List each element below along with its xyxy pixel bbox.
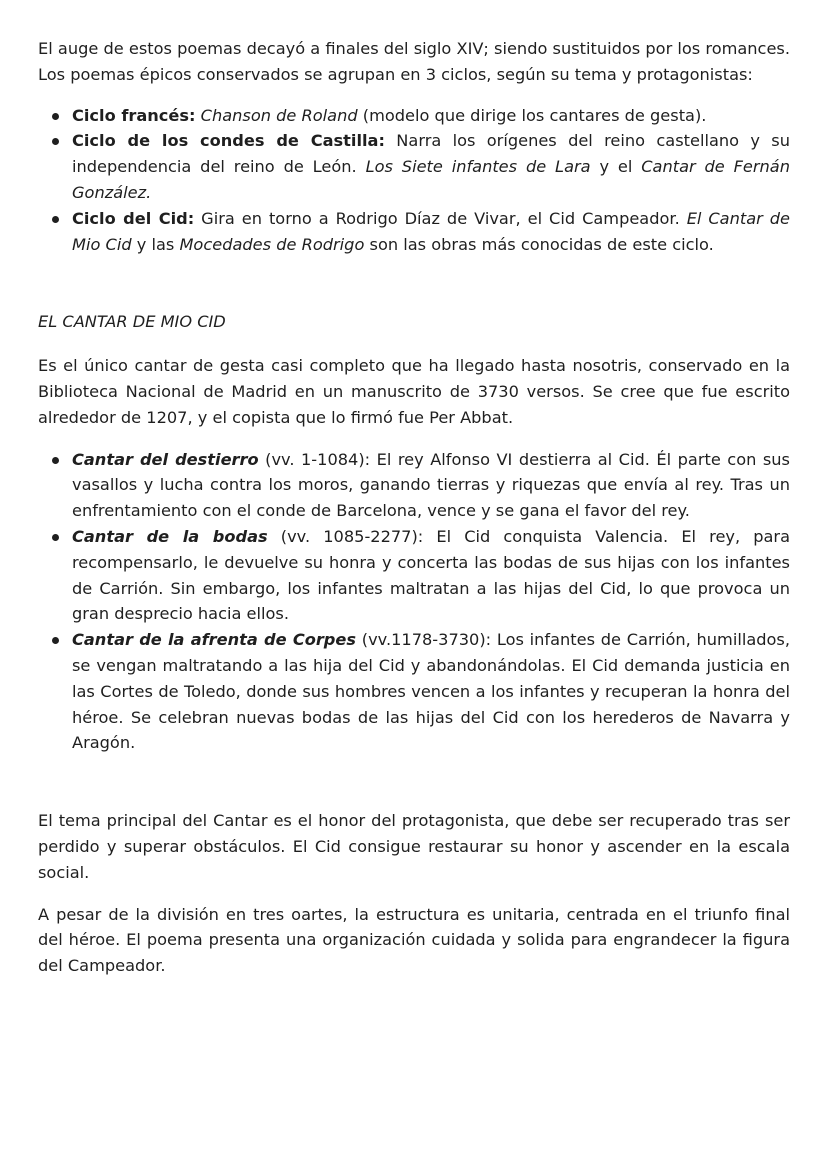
ciclo-label: Ciclo de los condes de Castilla: <box>72 131 385 151</box>
intro-paragraph: El auge de estos poemas decayó a finales del siglo XIV; siendo sustituidos por los romances. Los poemas épicos conservados se agrupan en 3 ciclos, según su tema y protagonistas: <box>38 39 790 84</box>
list-item-ciclo-castilla <box>72 128 790 205</box>
document-page <box>38 36 790 979</box>
ciclo-text: Gira en torno a Rodrigo Díaz de Vivar, el Cid Campeador. <box>194 208 687 228</box>
ciclo-text: Narra los orígenes del reino castellano y su independencia del reino de León. <box>72 131 790 177</box>
ciclo-text: son las obras más conocidas de este ciclo. <box>364 234 714 254</box>
list-item-cantar-destierro <box>72 447 790 524</box>
cantar-verses: (vv.1178-3730): <box>356 630 492 650</box>
ciclo-text: (modelo que dirige los cantares de gesta). <box>357 105 707 125</box>
list-item-cantar-afrenta <box>72 627 790 756</box>
cantar-text: Los infantes de Carrión, humillados, se vengan maltratando a las hija del Cid y abandonándolas. El Cid demanda justicia en las Cortes de Toledo, donde sus hombres vencen a los infantes y recuperan la honra del héroe. Se celebran nuevas bodas de las hijas del Cid con los herederos de Navarra y Aragón. <box>72 630 790 753</box>
cantar-verses: (vv. 1-1084): <box>258 449 371 469</box>
cantar-text: El rey Alfonso VI destierra al Cid. Él parte con sus vasallos y lucha contra los moros, ganando tierras y riquezas que envía al rey. Tras un enfrentamiento con el conde de Barcelona, vence y se gana el favor del rey. <box>72 449 790 521</box>
section-title: EL CANTAR DE MIO CID <box>38 312 226 332</box>
ciclo-text-italic: Mocedades de Rodrigo <box>179 234 365 254</box>
estructura-paragraph: A pesar de la división en tres oartes, la estructura es unitaria, centrada en el triunfo final del héroe. El poema presenta una organización cuidada y solida para engrandecer la figura del Campeador. <box>38 904 790 976</box>
list-item-ciclo-frances <box>72 103 790 129</box>
cantar-verses: (vv. 1085-2277): <box>267 526 424 546</box>
cantar-title: Cantar del destierro <box>72 449 259 469</box>
list-item-cantar-bodas <box>72 524 790 627</box>
cantares-list <box>38 447 790 757</box>
ciclo-text-italic: Cantar de Fernán González. <box>72 157 790 202</box>
ciclo-text: y las <box>131 234 180 254</box>
ciclo-text-italic: Chanson de Roland <box>200 105 358 125</box>
ciclo-label: Ciclo del Cid: <box>72 208 195 228</box>
cantar-title: Cantar de la bodas <box>72 526 268 546</box>
ciclos-list <box>38 103 790 258</box>
ciclo-text: y el <box>590 157 642 177</box>
ciclo-text-italic: El Cantar de Mio Cid <box>72 208 790 254</box>
tema-paragraph: El tema principal del Cantar es el honor del protagonista, que debe ser recuperado tras ser perdido y superar obstáculos. El Cid consigue restaurar su honor y ascender en la escala social. <box>38 811 790 882</box>
cantar-text: El Cid conquista Valencia. El rey, para recompensarlo, le devuelve su honra y concerta las bodas de sus hijas con los infantes de Carrión. Sin embargo, los infantes maltratan a las hijas del Cid, lo que provoca un gran desprecio hacia ellos. <box>72 526 791 624</box>
ciclo-label: Ciclo francés: <box>72 105 196 125</box>
cid-intro-paragraph: Es el único cantar de gesta casi completo que ha llegado hasta nosotris, conservado en la Biblioteca Nacional de Madrid en un manuscrito de 3730 versos. Se cree que fue escrito alrededor de 1207, y el copista que lo firmó fue Per Abbat. <box>38 356 790 427</box>
list-item-ciclo-cid <box>72 206 790 258</box>
ciclo-text-italic: Los Siete infantes de Lara <box>365 157 591 177</box>
cantar-title: Cantar de la afrenta de Corpes <box>72 630 357 650</box>
